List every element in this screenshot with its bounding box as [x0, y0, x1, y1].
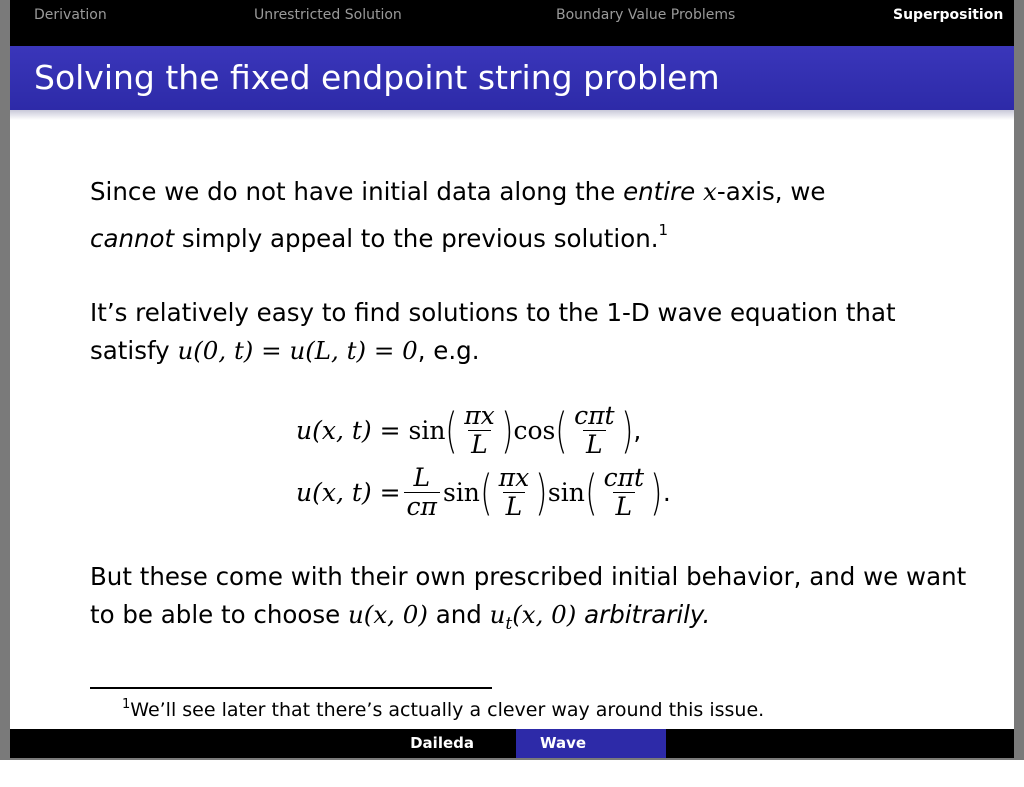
- equation-1: [296, 402, 641, 459]
- boundary-condition-math: u(0, t) = u(L, t) = 0: [177, 336, 418, 365]
- nav-section-derivation[interactable]: Derivation: [34, 7, 107, 23]
- eq2-f2-numerator: cπt: [603, 463, 645, 492]
- nav-section-superposition[interactable]: Superposition: [893, 7, 1004, 23]
- eq2-lhs: u(x, t) =: [296, 478, 401, 507]
- footer-author: [10, 729, 516, 758]
- nav-section-unrestricted-solution[interactable]: Unrestricted Solution: [254, 7, 402, 23]
- intro-text-2: -axis, we: [716, 177, 826, 206]
- eq2-sin-2: sin: [547, 478, 585, 507]
- intro-emphasis-entire: entire: [623, 177, 696, 206]
- eq1-sin: sin: [408, 416, 446, 445]
- eq1-f2-denominator: L: [583, 430, 606, 459]
- eq1-right-paren-1: ): [501, 402, 514, 459]
- intro-text-1: Since we do not have initial data along the: [90, 177, 624, 206]
- title-shadow: [10, 110, 1014, 120]
- eq1-fraction-1: [461, 402, 498, 459]
- eq1-f1-denominator: L: [468, 430, 491, 459]
- nav-section-boundary-value-problems[interactable]: Boundary Value Problems: [556, 7, 736, 23]
- footer-bar: [10, 729, 1014, 781]
- eq1-left-paren-1: (: [445, 402, 458, 459]
- eq2-coefficient: [404, 464, 440, 521]
- eq2-sin-1: sin: [442, 478, 480, 507]
- eq2-f2-denominator: L: [613, 492, 636, 521]
- intro-space: [695, 177, 703, 206]
- eq1-right-paren-2: ): [620, 402, 634, 459]
- eq1-left-paren-2: (: [555, 402, 568, 459]
- eq2-fraction-2: [601, 464, 647, 521]
- intro-math-x: x: [703, 177, 717, 206]
- eq2-coef-numerator: L: [413, 463, 431, 492]
- eq2-left-paren-2: (: [585, 464, 598, 521]
- footnote-text: We’ll see later that there’s actually a clever way around this issue.: [130, 699, 765, 721]
- footnote-reference[interactable]: 1: [658, 221, 669, 239]
- paragraph-solutions: [90, 294, 970, 370]
- paragraph-initial-behavior: [90, 558, 970, 643]
- eq2-right-paren-1: ): [535, 464, 548, 521]
- intro-text-3: simply appeal to the previous solution.: [174, 224, 659, 253]
- title-bar: [10, 46, 1014, 110]
- eq2-coef-denominator: cπ: [404, 492, 440, 521]
- math-u-x-0: u(x, 0): [348, 600, 428, 629]
- math-x-0: (x, 0): [512, 600, 577, 629]
- behavior-text-and: and: [427, 600, 490, 629]
- math-u: u: [489, 600, 506, 629]
- math-subscript-t: t: [505, 613, 513, 634]
- behavior-text-1: But these come with their own prescribed initial behavior, and we want to be able to choose: [90, 562, 967, 629]
- eq2-fraction-1: [496, 464, 533, 521]
- eq1-f1-numerator: πx: [464, 401, 495, 430]
- slide-title: Solving the fixed endpoint string problem: [34, 58, 720, 97]
- intro-emphasis-cannot: cannot: [90, 224, 175, 253]
- section-navigation: [10, 0, 1014, 46]
- eq2-left-paren-1: (: [480, 464, 493, 521]
- eq1-f2-numerator: cπt: [574, 401, 615, 430]
- behavior-space: [576, 600, 584, 629]
- eq2-f1-denominator: L: [503, 492, 526, 521]
- footer-title: Wave Equation: [516, 729, 666, 758]
- footnote-mark: 1: [122, 697, 131, 712]
- eq2-right-paren-2: ): [650, 464, 663, 521]
- solutions-text-2: , e.g.: [417, 336, 480, 365]
- eq1-cos: cos: [513, 416, 556, 445]
- solutions-text-1: It’s relatively easy to find solutions to the 1-D wave equation that satisfy: [90, 298, 896, 365]
- footnote-rule: [90, 687, 492, 689]
- eq2-f1-numerator: πx: [498, 463, 530, 492]
- eq2-end: .: [662, 478, 671, 507]
- eq1-end: ,: [633, 416, 642, 445]
- emphasis-arbitrarily: arbitrarily.: [584, 600, 711, 629]
- eq1-lhs: u(x, t) =: [296, 416, 401, 445]
- eq1-fraction-2: [571, 402, 617, 459]
- equation-2: [296, 464, 671, 521]
- footnote: [122, 697, 764, 721]
- footer-author-label: Daileda: [410, 734, 474, 752]
- paragraph-intro: [90, 173, 970, 258]
